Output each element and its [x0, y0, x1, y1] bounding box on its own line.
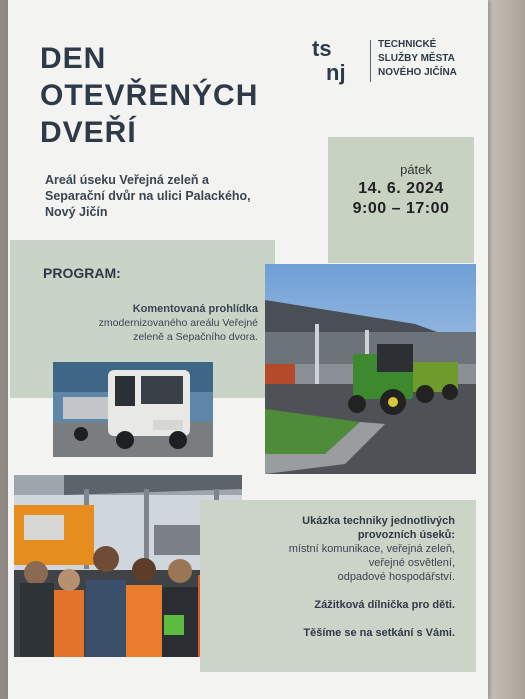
subtitle-line-1: Areál úseku Veřejná zeleň a — [45, 173, 209, 187]
event-time: 9:00 – 17:00 — [352, 200, 450, 217]
svg-text:ts: ts — [312, 36, 332, 61]
event-day: pátek — [400, 162, 432, 177]
tractor-photo — [265, 264, 476, 474]
subtitle-line-3: Nový Jičín — [45, 205, 108, 219]
info-items-1: místní komunikace, veřejná zeleň, — [288, 543, 455, 555]
program-tour-description — [48, 302, 258, 344]
background-right — [485, 0, 525, 699]
organization-logo — [312, 36, 482, 88]
program-heading: PROGRAM: — [43, 265, 121, 281]
tour-title: Komentovaná prohlídka — [132, 303, 258, 315]
title-line-2: OTEVŘENÝCH — [40, 79, 259, 112]
logo-text — [378, 38, 457, 80]
title-line-3: DVEŘÍ — [40, 116, 137, 149]
venue-subtitle — [45, 172, 305, 220]
info-kids-workshop: Zážitková dílnička pro děti. — [314, 599, 455, 611]
utility-vehicle-photo — [53, 362, 213, 457]
tour-line-1: zmodernizovaného areálu Veřejné — [98, 317, 258, 329]
logo-divider — [370, 40, 371, 82]
info-closing: Těšíme se na setkání s Vámi. — [303, 627, 455, 639]
info-items-2: veřejné osvětlení, — [368, 557, 455, 569]
tsnj-logo-mark — [312, 36, 360, 88]
flyer-title — [40, 40, 310, 151]
logo-line-1: TECHNICKÉ — [378, 39, 437, 50]
event-date: 14. 6. 2024 — [358, 180, 444, 197]
date-box — [328, 137, 474, 263]
info-text — [230, 514, 455, 640]
info-items-3: odpadové hospodářství. — [337, 571, 455, 583]
logo-line-2: SLUŽBY MĚSTA — [378, 53, 455, 64]
logo-line-3: NOVÉHO JIČÍNA — [378, 67, 457, 78]
subtitle-line-2: Separační dvůr na ulici Palackého, — [45, 189, 251, 203]
info-heading-2: provozních úseků: — [357, 529, 455, 541]
tour-line-2: zeleně a Sepačního dvora. — [133, 331, 258, 343]
svg-text:nj: nj — [326, 60, 346, 85]
info-heading-1: Ukázka techniky jednotlivých — [302, 515, 455, 527]
title-line-1: DEN — [40, 42, 107, 75]
